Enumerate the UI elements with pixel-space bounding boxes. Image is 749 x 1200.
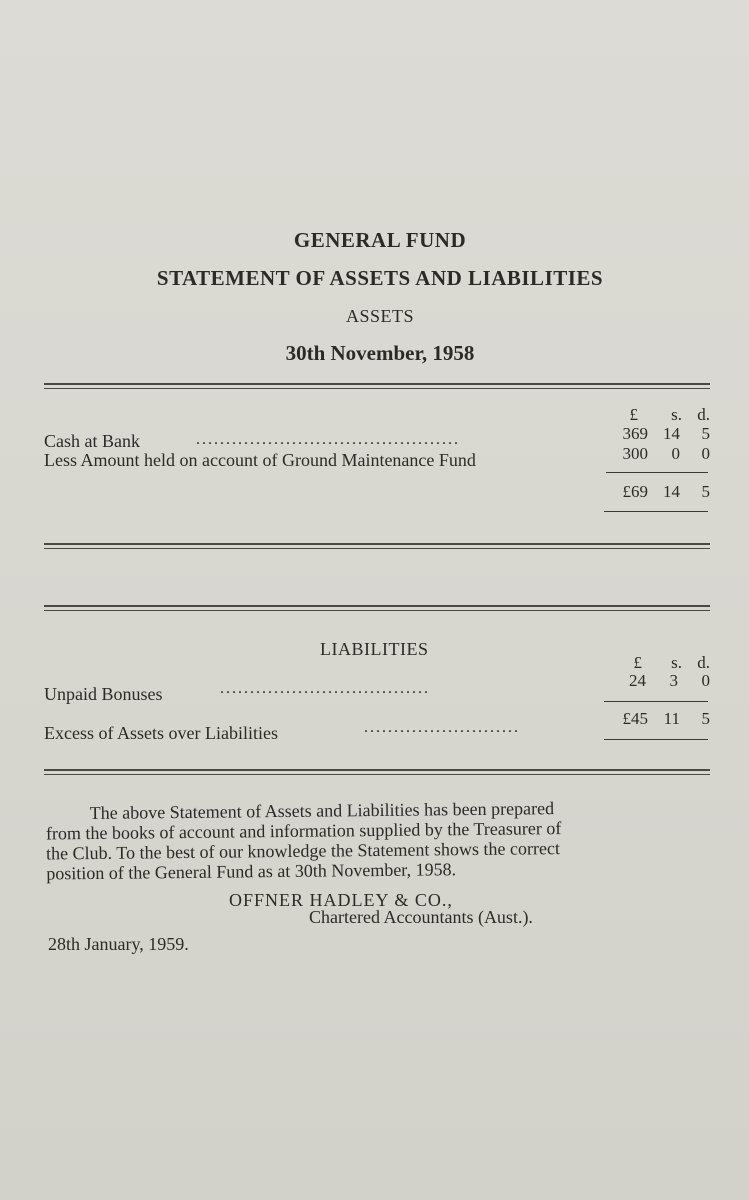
excess-amount: £45 11 5 [622, 709, 710, 728]
double-rule [44, 769, 710, 775]
double-rule [44, 605, 710, 611]
liabilities-heading: LIABILITIES [320, 639, 429, 659]
double-rule [44, 543, 710, 549]
unpaid-bonuses-label: Unpaid Bonuses [44, 684, 163, 704]
assets-net-total: £69 14 5 [622, 482, 710, 501]
fund-title: GENERAL FUND [293, 228, 467, 252]
audit-certificate: The above Statement of Assets and Liabilities has been prepared from the books of account and information supplied by the Treasurer of the Club. To the best of our knowledge the Statement shows the correct position of the General Fund as at 30th November, 1958. [45, 798, 562, 884]
unpaid-bonuses-amount: 24 3 0 [629, 671, 710, 690]
liabilities-column-headers: £ s. d. [633, 653, 710, 672]
leader-dots: ................................... [220, 680, 430, 697]
assets-heading: ASSETS [345, 306, 415, 326]
shillings-header: s. [671, 405, 682, 424]
cash-at-bank-amount: 369 14 5 [622, 424, 710, 443]
pence-header: d. [697, 405, 710, 424]
firm-role: Chartered Accountants (Aust.). [309, 907, 533, 927]
statement-title: STATEMENT OF ASSETS AND LIABILITIES [156, 266, 604, 290]
double-rule [44, 383, 710, 389]
pounds-header: £ [629, 405, 638, 424]
assets-column-headers [0, 405, 749, 425]
total-underline [604, 511, 708, 512]
firm-name: OFFNER HADLEY & CO., [229, 890, 453, 910]
less-amount-label: Less Amount held on account of Ground Maintenance Fund [44, 450, 476, 470]
statement-date: 30th November, 1958 [285, 341, 475, 365]
leader-dots: ............................................ [196, 431, 460, 448]
less-amount-value: 300 0 0 [622, 444, 710, 463]
excess-label: Excess of Assets over Liabilities [44, 723, 278, 743]
signing-date: 28th January, 1959. [48, 934, 189, 954]
total-underline [604, 739, 708, 740]
subtotal-line [606, 472, 708, 473]
cash-at-bank-label: Cash at Bank [44, 431, 140, 451]
leader-dots: .......................... [364, 719, 520, 736]
subtotal-line [604, 701, 708, 702]
